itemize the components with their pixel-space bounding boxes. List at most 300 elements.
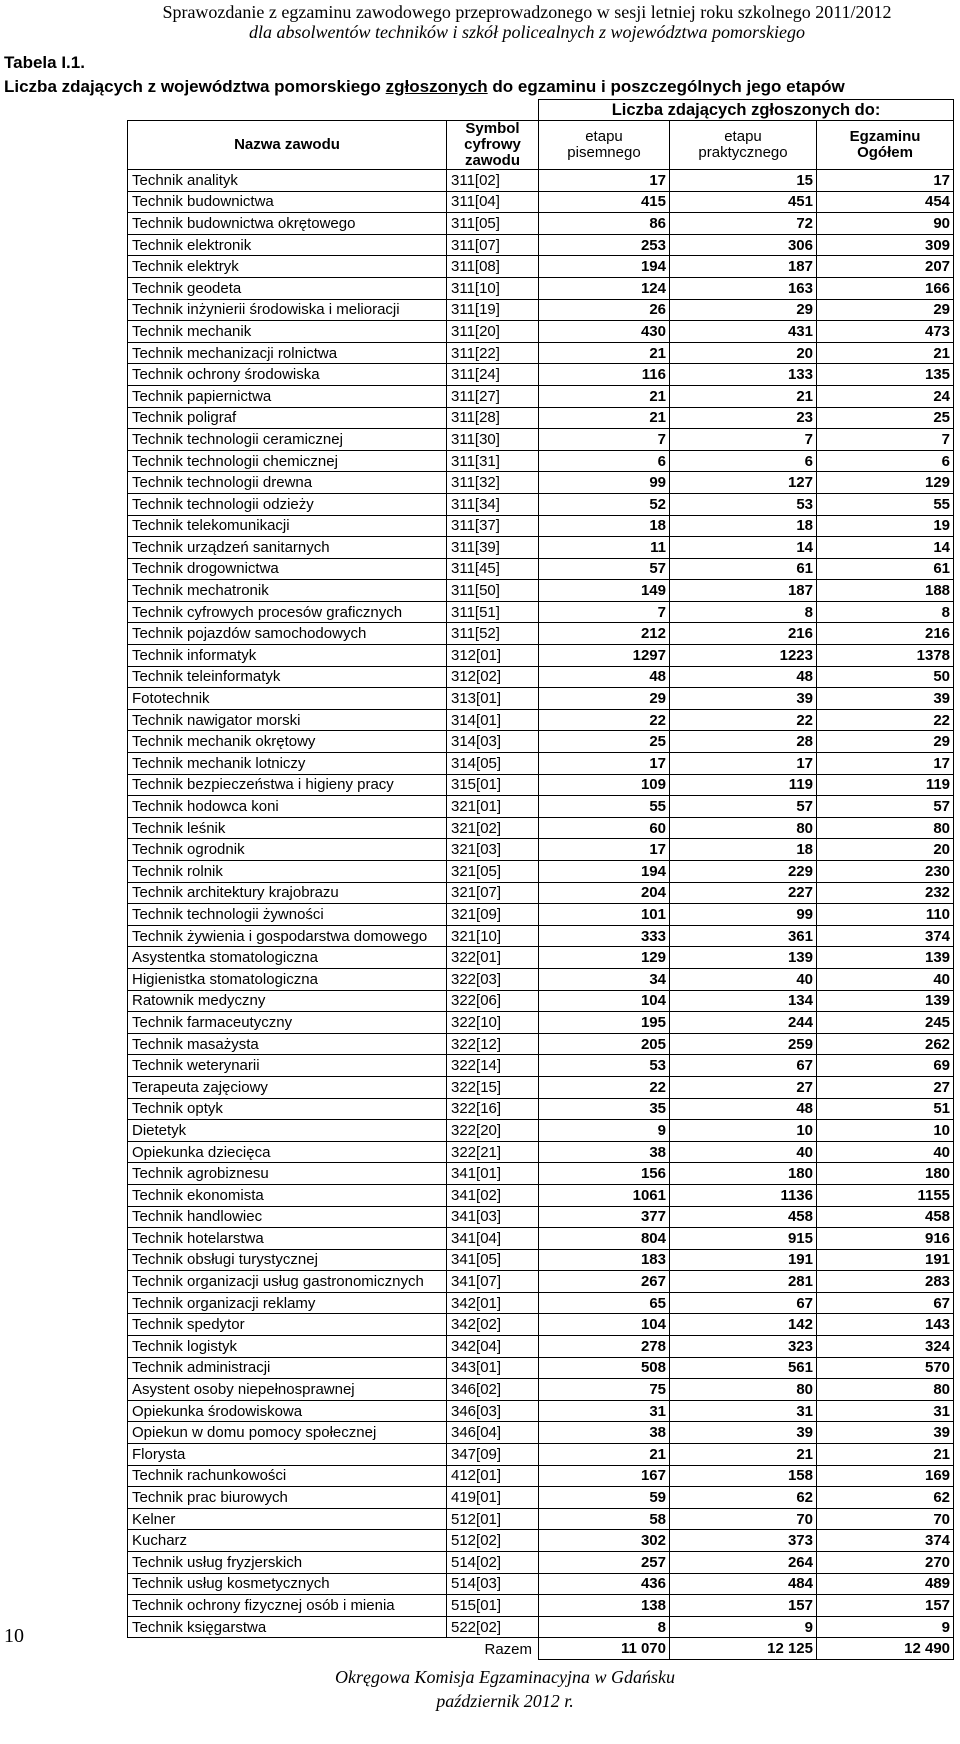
cell-code: 311[30] bbox=[447, 429, 539, 451]
cell-practical: 7 bbox=[670, 429, 817, 451]
cell-written: 333 bbox=[539, 925, 670, 947]
header-practical: etapu praktycznego bbox=[670, 121, 817, 170]
cell-practical: 40 bbox=[670, 1141, 817, 1163]
cell-written: 124 bbox=[539, 277, 670, 299]
cell-written: 29 bbox=[539, 688, 670, 710]
cell-total: 17 bbox=[817, 170, 954, 192]
cell-name: Technik usług kosmetycznych bbox=[128, 1573, 447, 1595]
cell-total: 188 bbox=[817, 580, 954, 602]
cell-written: 17 bbox=[539, 753, 670, 775]
cell-name: Technik informatyk bbox=[128, 645, 447, 667]
cell-total: 180 bbox=[817, 1163, 954, 1185]
cell-code: 322[01] bbox=[447, 947, 539, 969]
cell-written: 436 bbox=[539, 1573, 670, 1595]
cell-practical: 80 bbox=[670, 817, 817, 839]
cell-code: 342[02] bbox=[447, 1314, 539, 1336]
report-header bbox=[147, 2, 907, 42]
table-row bbox=[128, 537, 954, 559]
cell-practical: 180 bbox=[670, 1163, 817, 1185]
cell-code: 343[01] bbox=[447, 1357, 539, 1379]
cell-code: 311[24] bbox=[447, 364, 539, 386]
cell-total: 374 bbox=[817, 1530, 954, 1552]
cell-written: 48 bbox=[539, 666, 670, 688]
cell-name: Technik poligraf bbox=[128, 407, 447, 429]
cell-practical: 15 bbox=[670, 170, 817, 192]
cell-code: 314[01] bbox=[447, 709, 539, 731]
cell-total: 570 bbox=[817, 1357, 954, 1379]
cell-practical: 99 bbox=[670, 904, 817, 926]
cell-code: 322[12] bbox=[447, 1033, 539, 1055]
cell-practical: 21 bbox=[670, 385, 817, 407]
table-row bbox=[128, 1206, 954, 1228]
cell-written: 1061 bbox=[539, 1184, 670, 1206]
cell-practical: 158 bbox=[670, 1465, 817, 1487]
table-row bbox=[128, 1033, 954, 1055]
cell-total: 10 bbox=[817, 1120, 954, 1142]
cell-written: 204 bbox=[539, 882, 670, 904]
cell-total: 110 bbox=[817, 904, 954, 926]
table-row bbox=[128, 429, 954, 451]
cell-name: Technik mechanik okrętowy bbox=[128, 731, 447, 753]
cell-code: 311[19] bbox=[447, 299, 539, 321]
cell-total: 62 bbox=[817, 1487, 954, 1509]
cell-code: 522[02] bbox=[447, 1616, 539, 1638]
cell-code: 342[04] bbox=[447, 1336, 539, 1358]
cell-name: Asystent osoby niepełnosprawnej bbox=[128, 1379, 447, 1401]
cell-code: 514[03] bbox=[447, 1573, 539, 1595]
cell-name: Ratownik medyczny bbox=[128, 990, 447, 1012]
cell-name: Technik masażysta bbox=[128, 1033, 447, 1055]
cell-code: 311[10] bbox=[447, 277, 539, 299]
cell-practical: 484 bbox=[670, 1573, 817, 1595]
cell-written: 86 bbox=[539, 213, 670, 235]
cell-total: 21 bbox=[817, 342, 954, 364]
table-title-part-2: do egzaminu i poszczególnych jego etapów bbox=[487, 77, 845, 96]
cell-name: Technik optyk bbox=[128, 1098, 447, 1120]
cell-code: 412[01] bbox=[447, 1465, 539, 1487]
cell-written: 212 bbox=[539, 623, 670, 645]
cell-total: 129 bbox=[817, 472, 954, 494]
cell-practical: 134 bbox=[670, 990, 817, 1012]
table-row bbox=[128, 1098, 954, 1120]
cell-total: 27 bbox=[817, 1076, 954, 1098]
cell-total: 7 bbox=[817, 429, 954, 451]
cell-name: Technik urządzeń sanitarnych bbox=[128, 537, 447, 559]
cell-code: 311[08] bbox=[447, 256, 539, 278]
cell-total: 489 bbox=[817, 1573, 954, 1595]
cell-total: 473 bbox=[817, 321, 954, 343]
cell-code: 311[22] bbox=[447, 342, 539, 364]
cell-practical: 6 bbox=[670, 450, 817, 472]
cell-total: 80 bbox=[817, 1379, 954, 1401]
table-row bbox=[128, 817, 954, 839]
cell-total: 9 bbox=[817, 1616, 954, 1638]
cell-written: 205 bbox=[539, 1033, 670, 1055]
cell-code: 321[05] bbox=[447, 861, 539, 883]
cell-total: 29 bbox=[817, 731, 954, 753]
cell-code: 322[15] bbox=[447, 1076, 539, 1098]
cell-code: 321[03] bbox=[447, 839, 539, 861]
cell-name: Technik inżynierii środowiska i melioracji bbox=[128, 299, 447, 321]
cell-practical: 142 bbox=[670, 1314, 817, 1336]
cell-total: 90 bbox=[817, 213, 954, 235]
table-row bbox=[128, 493, 954, 515]
cell-written: 104 bbox=[539, 990, 670, 1012]
cell-practical: 229 bbox=[670, 861, 817, 883]
table-row bbox=[128, 580, 954, 602]
cell-written: 21 bbox=[539, 1444, 670, 1466]
page-number: 10 bbox=[4, 1625, 24, 1647]
cell-total: 51 bbox=[817, 1098, 954, 1120]
table-row bbox=[128, 666, 954, 688]
table-row bbox=[128, 277, 954, 299]
cell-code: 512[02] bbox=[447, 1530, 539, 1552]
cell-total: 374 bbox=[817, 925, 954, 947]
cell-written: 57 bbox=[539, 558, 670, 580]
cell-practical: 18 bbox=[670, 515, 817, 537]
table-row bbox=[128, 904, 954, 926]
cell-total: 57 bbox=[817, 796, 954, 818]
cell-code: 311[27] bbox=[447, 385, 539, 407]
table-row bbox=[128, 1314, 954, 1336]
cell-practical: 29 bbox=[670, 299, 817, 321]
table-row bbox=[128, 1012, 954, 1034]
cell-practical: 361 bbox=[670, 925, 817, 947]
cell-total: 309 bbox=[817, 234, 954, 256]
cell-code: 419[01] bbox=[447, 1487, 539, 1509]
cell-total: 216 bbox=[817, 623, 954, 645]
cell-written: 377 bbox=[539, 1206, 670, 1228]
cell-written: 195 bbox=[539, 1012, 670, 1034]
cell-total: 50 bbox=[817, 666, 954, 688]
cell-written: 183 bbox=[539, 1249, 670, 1271]
cell-code: 311[20] bbox=[447, 321, 539, 343]
cell-code: 341[02] bbox=[447, 1184, 539, 1206]
cell-name: Technik logistyk bbox=[128, 1336, 447, 1358]
cell-name: Technik rolnik bbox=[128, 861, 447, 883]
header-symbol: Symbol cyfrowy zawodu bbox=[447, 121, 539, 170]
cell-written: 21 bbox=[539, 385, 670, 407]
cell-name: Technik mechanik bbox=[128, 321, 447, 343]
footer-institution: Okręgowa Komisja Egzaminacyjna w Gdańsku bbox=[335, 1667, 675, 1687]
cell-total: 70 bbox=[817, 1508, 954, 1530]
cell-written: 38 bbox=[539, 1422, 670, 1444]
cell-written: 194 bbox=[539, 256, 670, 278]
cell-code: 322[20] bbox=[447, 1120, 539, 1142]
cell-name: Technik farmaceutyczny bbox=[128, 1012, 447, 1034]
cell-practical: 48 bbox=[670, 666, 817, 688]
cell-practical: 70 bbox=[670, 1508, 817, 1530]
table-row bbox=[128, 645, 954, 667]
table-row bbox=[128, 601, 954, 623]
cell-practical: 244 bbox=[670, 1012, 817, 1034]
cell-written: 18 bbox=[539, 515, 670, 537]
header-name: Nazwa zawodu bbox=[128, 121, 447, 170]
table-row bbox=[128, 1141, 954, 1163]
cell-practical: 1223 bbox=[670, 645, 817, 667]
table-row bbox=[128, 1573, 954, 1595]
cell-written: 8 bbox=[539, 1616, 670, 1638]
total-label: Razem bbox=[447, 1638, 539, 1660]
cell-written: 7 bbox=[539, 429, 670, 451]
cell-name: Technik technologii żywności bbox=[128, 904, 447, 926]
cell-total: 458 bbox=[817, 1206, 954, 1228]
cell-code: 346[04] bbox=[447, 1422, 539, 1444]
cell-code: 312[02] bbox=[447, 666, 539, 688]
cell-written: 25 bbox=[539, 731, 670, 753]
cell-total: 454 bbox=[817, 191, 954, 213]
table-row bbox=[128, 256, 954, 278]
cell-name: Technik papiernictwa bbox=[128, 385, 447, 407]
cell-practical: 259 bbox=[670, 1033, 817, 1055]
cell-code: 342[01] bbox=[447, 1292, 539, 1314]
cell-written: 60 bbox=[539, 817, 670, 839]
table-row bbox=[128, 688, 954, 710]
cell-total: 270 bbox=[817, 1552, 954, 1574]
table-row bbox=[128, 1055, 954, 1077]
column-header-row bbox=[128, 121, 954, 170]
table-row bbox=[128, 1184, 954, 1206]
cell-name: Technik ochrony fizycznej osób i mienia bbox=[128, 1595, 447, 1617]
cell-total: 31 bbox=[817, 1400, 954, 1422]
cell-name: Opiekunka dziecięca bbox=[128, 1141, 447, 1163]
cell-name: Technik technologii ceramicznej bbox=[128, 429, 447, 451]
cell-practical: 458 bbox=[670, 1206, 817, 1228]
table-row bbox=[128, 1508, 954, 1530]
cell-written: 17 bbox=[539, 170, 670, 192]
cell-practical: 23 bbox=[670, 407, 817, 429]
cell-code: 322[16] bbox=[447, 1098, 539, 1120]
table-row bbox=[128, 947, 954, 969]
cell-name: Technik mechanizacji rolnictwa bbox=[128, 342, 447, 364]
cell-code: 341[04] bbox=[447, 1228, 539, 1250]
cell-code: 341[07] bbox=[447, 1271, 539, 1293]
table-row bbox=[128, 968, 954, 990]
cell-total: 29 bbox=[817, 299, 954, 321]
cell-total: 19 bbox=[817, 515, 954, 537]
table-row bbox=[128, 450, 954, 472]
cell-name: Higienistka stomatologiczna bbox=[128, 968, 447, 990]
cell-practical: 20 bbox=[670, 342, 817, 364]
cell-name: Technik hodowca koni bbox=[128, 796, 447, 818]
table-row bbox=[128, 1076, 954, 1098]
cell-name: Technik rachunkowości bbox=[128, 1465, 447, 1487]
cell-code: 313[01] bbox=[447, 688, 539, 710]
cell-total: 232 bbox=[817, 882, 954, 904]
cell-written: 11 bbox=[539, 537, 670, 559]
cell-practical: 39 bbox=[670, 1422, 817, 1444]
cell-code: 514[02] bbox=[447, 1552, 539, 1574]
cell-practical: 72 bbox=[670, 213, 817, 235]
cell-code: 311[28] bbox=[447, 407, 539, 429]
cell-name: Technik organizacji usług gastronomicznych bbox=[128, 1271, 447, 1293]
cell-total: 39 bbox=[817, 688, 954, 710]
cell-total: 139 bbox=[817, 947, 954, 969]
cell-total: 61 bbox=[817, 558, 954, 580]
table-row bbox=[128, 385, 954, 407]
cell-code: 311[32] bbox=[447, 472, 539, 494]
cell-name: Technik technologii odzieży bbox=[128, 493, 447, 515]
cell-practical: 80 bbox=[670, 1379, 817, 1401]
total-written: 11 070 bbox=[539, 1638, 670, 1660]
cell-code: 322[10] bbox=[447, 1012, 539, 1034]
cell-code: 321[01] bbox=[447, 796, 539, 818]
cell-written: 99 bbox=[539, 472, 670, 494]
cell-practical: 48 bbox=[670, 1098, 817, 1120]
table-row bbox=[128, 731, 954, 753]
cell-code: 512[01] bbox=[447, 1508, 539, 1530]
cell-total: 166 bbox=[817, 277, 954, 299]
cell-practical: 561 bbox=[670, 1357, 817, 1379]
cell-name: Technik weterynarii bbox=[128, 1055, 447, 1077]
table-row bbox=[128, 1465, 954, 1487]
cell-written: 53 bbox=[539, 1055, 670, 1077]
table-row bbox=[128, 1595, 954, 1617]
table-row bbox=[128, 1422, 954, 1444]
cell-name: Fototechnik bbox=[128, 688, 447, 710]
cell-practical: 39 bbox=[670, 688, 817, 710]
cell-practical: 1136 bbox=[670, 1184, 817, 1206]
table-row bbox=[128, 1552, 954, 1574]
table-label: Tabela I.1. bbox=[4, 53, 85, 72]
table-row bbox=[128, 1271, 954, 1293]
cell-total: 22 bbox=[817, 709, 954, 731]
cell-practical: 431 bbox=[670, 321, 817, 343]
cell-written: 167 bbox=[539, 1465, 670, 1487]
header-written: etapu pisemnego bbox=[539, 121, 670, 170]
cell-name: Technik prac biurowych bbox=[128, 1487, 447, 1509]
table-row bbox=[128, 1357, 954, 1379]
cell-practical: 53 bbox=[670, 493, 817, 515]
total-practical: 12 125 bbox=[670, 1638, 817, 1660]
cell-code: 346[02] bbox=[447, 1379, 539, 1401]
table-row bbox=[128, 882, 954, 904]
cell-name: Technik żywienia i gospodarstwa domowego bbox=[128, 925, 447, 947]
table-row bbox=[128, 234, 954, 256]
table-row bbox=[128, 1120, 954, 1142]
cell-practical: 40 bbox=[670, 968, 817, 990]
cell-written: 430 bbox=[539, 321, 670, 343]
cell-practical: 57 bbox=[670, 796, 817, 818]
cell-total: 55 bbox=[817, 493, 954, 515]
cell-practical: 216 bbox=[670, 623, 817, 645]
table-row bbox=[128, 407, 954, 429]
cell-total: 139 bbox=[817, 990, 954, 1012]
table-row bbox=[128, 1292, 954, 1314]
cell-code: 341[05] bbox=[447, 1249, 539, 1271]
header-total: Egzaminu Ogółem bbox=[817, 121, 954, 170]
cell-written: 109 bbox=[539, 774, 670, 796]
table-row bbox=[128, 1487, 954, 1509]
cell-name: Technik telekomunikacji bbox=[128, 515, 447, 537]
cell-name: Opiekunka środowiskowa bbox=[128, 1400, 447, 1422]
cell-code: 341[03] bbox=[447, 1206, 539, 1228]
cell-total: 135 bbox=[817, 364, 954, 386]
table-title-underlined: zgłoszonych bbox=[385, 77, 488, 96]
cell-practical: 119 bbox=[670, 774, 817, 796]
cell-practical: 8 bbox=[670, 601, 817, 623]
cell-name: Technik obsługi turystycznej bbox=[128, 1249, 447, 1271]
cell-code: 314[05] bbox=[447, 753, 539, 775]
cell-name: Technik elektryk bbox=[128, 256, 447, 278]
cell-name: Technik mechanik lotniczy bbox=[128, 753, 447, 775]
table-row bbox=[128, 321, 954, 343]
cell-code: 321[07] bbox=[447, 882, 539, 904]
cell-total: 283 bbox=[817, 1271, 954, 1293]
cell-code: 311[31] bbox=[447, 450, 539, 472]
cell-total: 20 bbox=[817, 839, 954, 861]
table-row bbox=[128, 170, 954, 192]
cell-name: Florysta bbox=[128, 1444, 447, 1466]
cell-written: 194 bbox=[539, 861, 670, 883]
cell-written: 59 bbox=[539, 1487, 670, 1509]
table-row bbox=[128, 1163, 954, 1185]
table-row bbox=[128, 515, 954, 537]
cell-written: 34 bbox=[539, 968, 670, 990]
table-row bbox=[128, 299, 954, 321]
table-body bbox=[128, 170, 954, 1638]
cell-written: 6 bbox=[539, 450, 670, 472]
cell-name: Technik technologii chemicznej bbox=[128, 450, 447, 472]
cell-name: Technik organizacji reklamy bbox=[128, 1292, 447, 1314]
cell-practical: 31 bbox=[670, 1400, 817, 1422]
table-row bbox=[128, 796, 954, 818]
cell-practical: 227 bbox=[670, 882, 817, 904]
cell-total: 230 bbox=[817, 861, 954, 883]
cell-written: 22 bbox=[539, 709, 670, 731]
cell-practical: 14 bbox=[670, 537, 817, 559]
cell-name: Technik hotelarstwa bbox=[128, 1228, 447, 1250]
cell-code: 321[09] bbox=[447, 904, 539, 926]
table-row bbox=[128, 925, 954, 947]
cell-name: Opiekun w domu pomocy społecznej bbox=[128, 1422, 447, 1444]
cell-total: 245 bbox=[817, 1012, 954, 1034]
cell-written: 1297 bbox=[539, 645, 670, 667]
cell-written: 804 bbox=[539, 1228, 670, 1250]
cell-written: 26 bbox=[539, 299, 670, 321]
cell-code: 322[03] bbox=[447, 968, 539, 990]
cell-practical: 28 bbox=[670, 731, 817, 753]
cell-written: 38 bbox=[539, 1141, 670, 1163]
super-header-row bbox=[128, 100, 954, 121]
cell-name: Technik analityk bbox=[128, 170, 447, 192]
report-footer bbox=[310, 1665, 700, 1713]
cell-practical: 21 bbox=[670, 1444, 817, 1466]
cell-total: 8 bbox=[817, 601, 954, 623]
cell-code: 311[37] bbox=[447, 515, 539, 537]
cell-total: 207 bbox=[817, 256, 954, 278]
cell-written: 138 bbox=[539, 1595, 670, 1617]
cell-practical: 451 bbox=[670, 191, 817, 213]
cell-code: 322[21] bbox=[447, 1141, 539, 1163]
cell-code: 311[02] bbox=[447, 170, 539, 192]
table-row bbox=[128, 472, 954, 494]
table-row bbox=[128, 213, 954, 235]
cell-practical: 163 bbox=[670, 277, 817, 299]
cell-total: 191 bbox=[817, 1249, 954, 1271]
cell-code: 321[10] bbox=[447, 925, 539, 947]
cell-written: 21 bbox=[539, 342, 670, 364]
cell-practical: 191 bbox=[670, 1249, 817, 1271]
cell-written: 278 bbox=[539, 1336, 670, 1358]
cell-name: Kucharz bbox=[128, 1530, 447, 1552]
cell-name: Technik teleinformatyk bbox=[128, 666, 447, 688]
cell-practical: 127 bbox=[670, 472, 817, 494]
cell-practical: 187 bbox=[670, 580, 817, 602]
cell-practical: 62 bbox=[670, 1487, 817, 1509]
cell-code: 515[01] bbox=[447, 1595, 539, 1617]
cell-code: 346[03] bbox=[447, 1400, 539, 1422]
